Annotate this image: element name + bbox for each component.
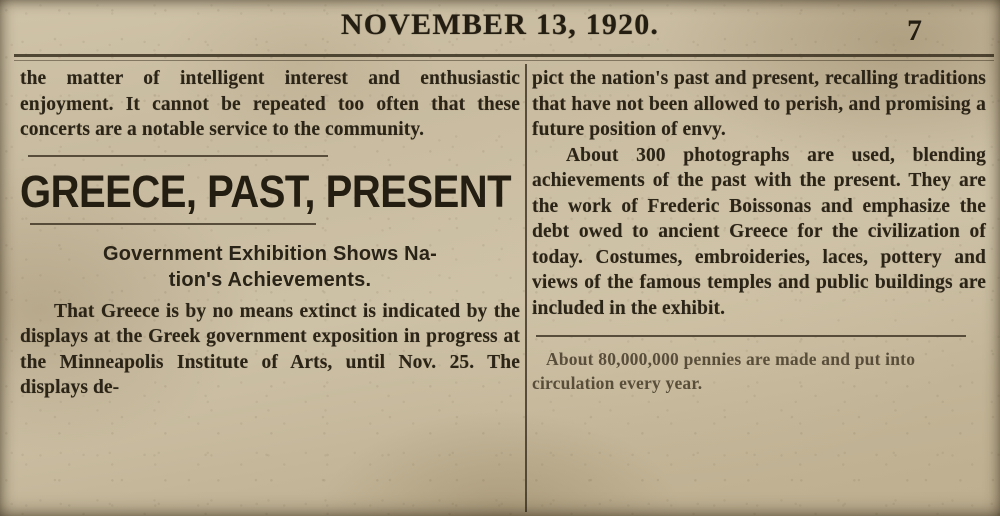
filler-rule [536,335,966,337]
page-number: 7 [907,14,922,47]
column-left [14,66,526,516]
headline-rule [30,223,316,225]
paragraph-photographs: About 300 photographs are used, blending achievements of the past with the present. They are the work of Frederic Boissonas and emphasize the debt owed to ancient Greece for the civilization of today. Costumes, embroideries, laces, pottery and views of the famous temples and public buildings are included in the exhibit. [532,144,986,319]
column-divider [525,64,527,512]
section-rule [28,155,328,157]
article-headline: GREECE, PAST, PRESENT [20,166,512,217]
subhead-line-2: tion's Achievements. [168,268,372,291]
masthead [0,4,1000,52]
article-paragraph: That Greece is by no means extinct is indicated by the displays at the Greek government exposition in progress at the Minneapolis Institute of Arts, until Nov. 25. The displays de- [20,300,520,398]
paragraph-continuation: the matter of intelligent interest and enthusiastic enjoyment. It cannot be repeated too often that these concerts are a notable service to the community. [20,68,520,140]
article-columns [14,66,992,516]
paragraph-continuation-right: pict the nation's past and present, recalling traditions that have not been allowed to perish, and promising a future position of envy. [532,68,986,140]
masthead-rule [14,54,994,57]
masthead-rule-secondary [14,60,994,61]
filler-item: About 80,000,000 pennies are made and put into circulation every year. [532,349,916,393]
issue-date: NOVEMBER 13, 1920. [340,8,660,41]
subhead-line-1: Government Exhibition Shows Na- [102,242,437,265]
article-subhead [20,241,520,293]
column-right [526,66,992,516]
